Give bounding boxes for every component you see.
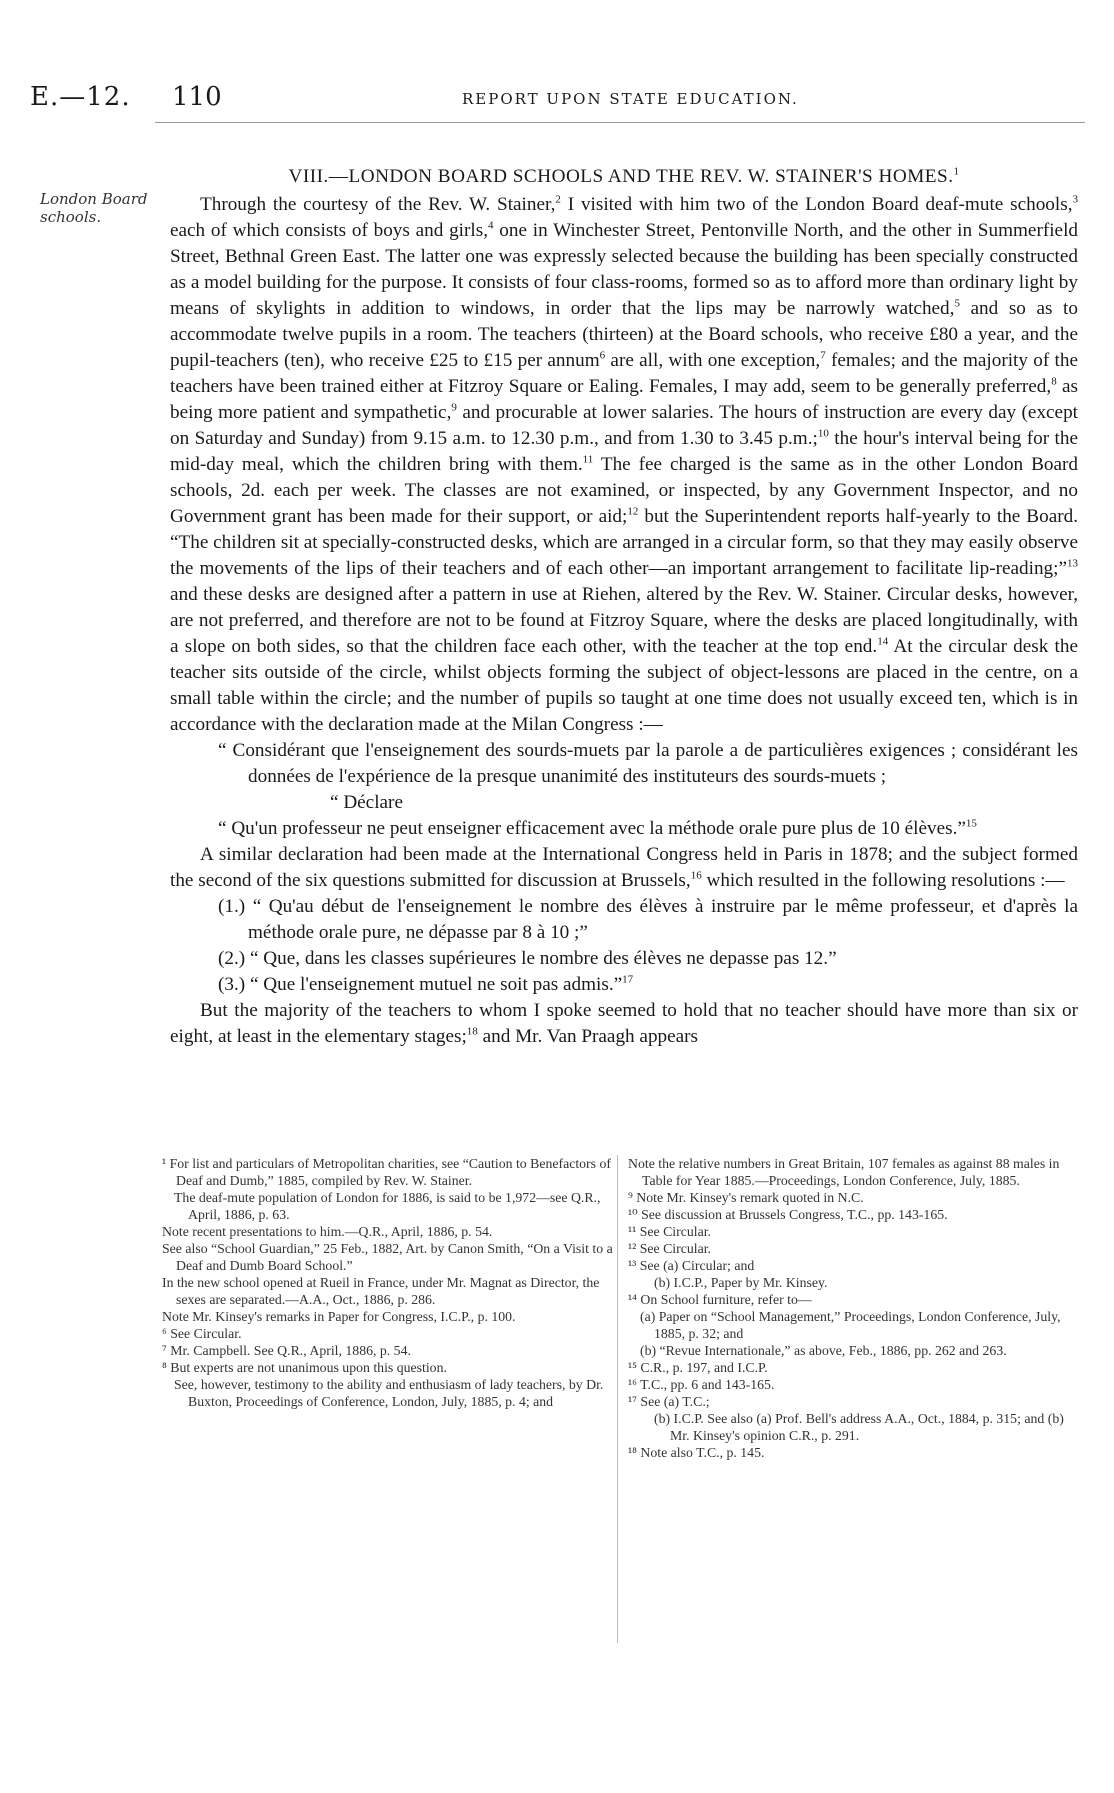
footnote: Note the relative numbers in Great Britain, 107 females as against 88 males in Table for Year 1885.—Proceedings, London Conference, July, 1885. [628,1156,1060,1188]
resolution-1: (1.) “ Qu'au début de l'enseignement le nombre des élèves à instruire par le même professeur, et d'après la méthode orale pure, ne dépasse par 8 à 10 ;” [218,896,1078,943]
main-text [170,164,1078,1050]
footnotes-left [162,1155,614,1410]
footnote: ¹⁴ On School furniture, refer to— [628,1292,812,1307]
footnote: See also “School Guardian,” 25 Feb., 1882, Art. by Canon Smith, “On a Visit to a Deaf and Dumb Board School.” [162,1241,613,1273]
footnote: ⁹ Note Mr. Kinsey's remark quoted in N.C. [628,1190,864,1205]
header-rule [155,122,1085,123]
quote-milan-1: “ Considérant que l'enseignement des sourds-muets par la parole a de particulières exigences ; considérant les données de l'expérience de la presque unanimité des instituteurs des sourds-muets ; [218,740,1078,787]
footnote: Note recent presentations to him.—Q.R., April, 1886, p. 54. [162,1224,493,1239]
footnote: See, however, testimony to the ability and enthusiasm of lady teachers, by Dr. Buxton, Proceedings of Conference, London, July, 1885, p. 4; and [174,1377,604,1409]
paragraph-1: Through the courtesy of the Rev. W. Stainer,$^2$ I visited with him two of the London Board deaf-mute schools,$^3$ each of which consists of boys and girls,$^4$ one in Winchester Street, Pentonville North, and the other in Summerfield Street, Bethnal Green East. The latter one was expressly selected because the building has been specially constructed as a model building for the purpose. It consists of four class-rooms, formed so as to afford more than ordinary light by means of skylights in addition to windows, in order that the lips may be narrowly watched,$^5$ and so as to accommodate twelve pupils in a room. The teachers (thirteen) at the Board schools, who receive £80 a year, and the pupil-teachers (ten), who receive £25 to £15 per annum$^6$ are all, with one exception,$^7$ females; and the majority of the teachers have been trained either at Fitzroy Square or Ealing. Females, I may add, seem to be generally preferred,$^8$ as being more patient and sympathetic,$^9$ and procurable at lower salaries. The hours of instruction are every day (except on Saturday and Sunday) from 9.15 a.m. to 12.30 p.m., and from 1.30 to 3.45 p.m.;$^{10}$ the hour's interval being for the mid-day meal, which the children bring with them.$^{11}$ The fee charged is the same as in the other London Board schools, 2d. each per week. The classes are not examined, or inspected, by any Government Inspector, and no Government grant has been made for their support, or aid;$^{12}$ but the Superintendent reports half-yearly to the Board. “The children sit at specially-constructed desks, which are arranged in a circular form, so that they may easily observe the movements of the lips of their teachers and of each other—an important arrangement to facilitate lip-reading;”$^{13}$ and these desks are designed after a pattern in use at Riehen, altered by the Rev. W. Stainer. Circular desks, however, are not preferred, and therefore are not to be found at Fitzroy Square, where the desks are placed longitudinally, with a slope on both sides, so that the children face each other, with the teacher at the top end.$^{14}$ At the circular desk the teacher sits outside of the circle, whilst objects forming the subject of object-lessons are placed in the centre, on a small table within the circle; and the number of pupils so taught at one time does not usually exceed ten, which is in accordance with the declaration made at the Milan Congress :— [170,193,1079,735]
footnote-divider [617,1155,618,1643]
footnote: ¹⁶ T.C., pp. 6 and 143-165. [628,1377,775,1392]
paragraph-3: But the majority of the teachers to whom I spoke seemed to hold that no teacher should have more than six or eight, at least in the elementary stages;$^{18}$ and Mr. Van Praagh appears [170,1000,1078,1047]
footnote: ¹⁰ See discussion at Brussels Congress, T.C., pp. 143-165. [628,1207,948,1222]
margin-note: London Board schools. [40,190,148,226]
document-code: E.—12. [30,82,131,112]
resolution-2: (2.) “ Que, dans les classes supérieures le nombre des élèves ne depasse pas 12.” [218,948,837,969]
footnote: (a) Paper on “School Management,” Proceedings, London Conference, July, 1885, p. 32; and [640,1309,1061,1341]
footnote: ¹⁸ Note also T.C., p. 145. [628,1445,765,1460]
footnote: (b) “Revue Internationale,” as above, Feb., 1886, pp. 262 and 263. [640,1343,1007,1358]
footnote: ¹⁷ See (a) T.C.; [628,1394,710,1409]
footnote: In the new school opened at Rueil in France, under Mr. Magnat as Director, the sexes are separated.—A.A., Oct., 1886, p. 286. [162,1275,600,1307]
running-title: REPORT UPON STATE EDUCATION. [462,90,799,108]
resolution-3: (3.) “ Que l'enseignement mutuel ne soit pas admis.”$^{17}$ [218,973,634,995]
section-title: VIII.—LONDON BOARD SCHOOLS AND THE REV. W. STAINER'S HOMES.$^1$ [288,165,960,187]
footnote: The deaf-mute population of London for 1886, is said to be 1,972—see Q.R., April, 1886, p. 63. [174,1190,601,1222]
footnote: ¹¹ See Circular. [628,1224,711,1239]
footnote: ⁷ Mr. Campbell. See Q.R., April, 1886, p. 54. [162,1343,411,1358]
footnote: ⁸ But experts are not unanimous upon this question. [162,1360,447,1375]
page-number: 110 [172,82,222,112]
footnote: (b) I.C.P., Paper by Mr. Kinsey. [654,1275,828,1290]
paragraph-2: A similar declaration had been made at the International Congress held in Paris in 1878; and the subject formed the second of the six questions submitted for discussion at Brussels,$^{16}$ which resulted in the following resolutions :— [170,844,1078,891]
footnote: ¹⁵ C.R., p. 197, and I.C.P. [628,1360,768,1375]
footnote: (b) I.C.P. See also (a) Prof. Bell's address A.A., Oct., 1884, p. 315; and (b) Mr. Kinsey's opinion C.R., p. 291. [654,1411,1064,1443]
footnote: ¹² See Circular. [628,1241,711,1256]
footnotes-right [628,1155,1080,1461]
footnote: ⁶ See Circular. [162,1326,242,1341]
footnote: ¹ For list and particulars of Metropolitan charities, see “Caution to Benefactors of Deaf and Dumb,” 1885, compiled by Rev. W. Stainer. [162,1156,611,1188]
footnote: Note Mr. Kinsey's remarks in Paper for Congress, I.C.P., p. 100. [162,1309,516,1324]
footnote: ¹³ See (a) Circular; and [628,1258,755,1273]
quote-milan-2: “ Déclare [330,792,403,813]
quote-milan-3: “ Qu'un professeur ne peut enseigner efficacement avec la méthode orale pure plus de 10 élèves.”$^{15}$ [218,817,977,839]
